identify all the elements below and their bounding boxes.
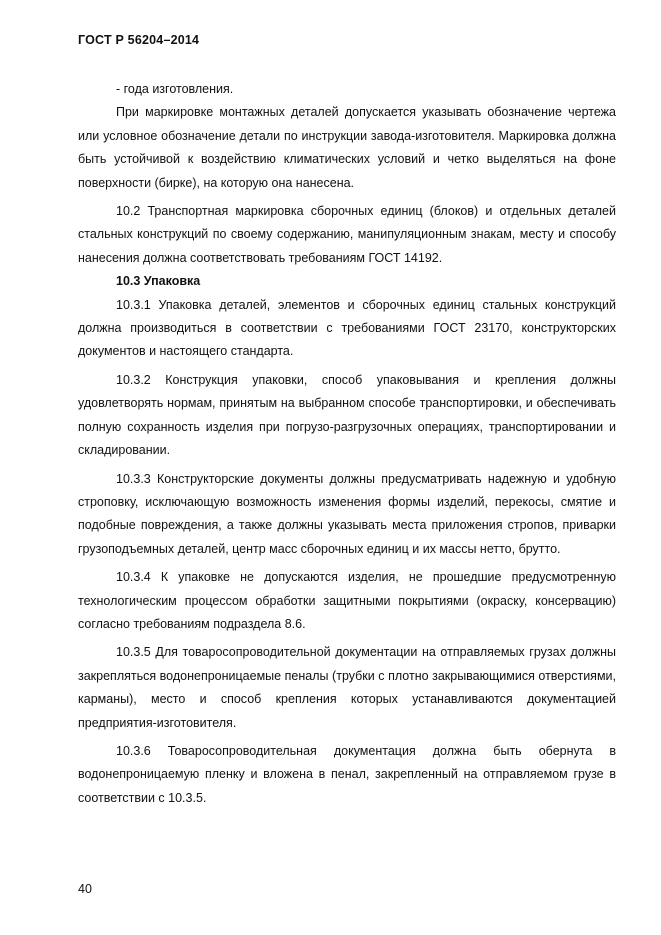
paragraph-10-3-2: 10.3.2 Конструкция упаковки, способ упаковывания и крепления должны удовлетворять нормам, принятым на выбранном способе транспортировки, и обеспечивать полную сохранность изделия при погрузо-разгрузочных операциях, транспортировании и складировании.: [78, 372, 616, 458]
section-title-10-3: 10.3 Упаковка: [116, 274, 201, 289]
document-code-header: ГОСТ Р 56204–2014: [78, 33, 200, 47]
paragraph-10-3-1: 10.3.1 Упаковка деталей, элементов и сборочных единиц стальных конструкций должна производиться в соответствии с требованиями ГОСТ 23170, конструкторских документов и настоящего стандарта.: [78, 297, 616, 359]
paragraph-10-3-3: 10.3.3 Конструкторские документы должны предусматривать надежную и удобную строповку, исключающую возможность изменения формы изделий, перекосы, смятие и подобные повреждения, а также должны указывать места приложения стропов, приварки грузоподъемных деталей, центр масс сборочных единиц и их массы нетто, брутто.: [78, 471, 616, 556]
paragraph-10-3-6: 10.3.6 Товаросопроводительная документация должна быть обернута в водонепроницаемую пленку и вложена в пенал, закрепленный на отправляемом грузе в соответствии с 10.3.5.: [78, 743, 616, 805]
paragraph-marking-details: При маркировке монтажных деталей допускается указывать обозначение чертежа или условное обозначение детали по инструкции завода-изготовителя. Маркировка должна быть устойчивой к воздействию климатических условий и четко выделяться на фоне поверхности (бирке), на которую она нанесена.: [78, 105, 616, 190]
paragraph-10-3-4: 10.3.4 К упаковке не допускаются изделия, не прошедшие предусмотренную технологическим процессом обработки защитными покрытиями (окраску, консервацию) согласно требованиям подраздела 8.6.: [78, 570, 616, 631]
document-body: [78, 78, 616, 810]
paragraph-10-3-5: 10.3.5 Для товаросопроводительной документации на отправляемых грузах должны закрепляться водонепроницаемые пеналы (трубки с плотно закрывающимися отверстиями, карманы), место и способ крепления которых устанавливаются документацией предприятия-изготовителя.: [78, 645, 616, 730]
paragraph-year: - года изготовления.: [116, 82, 234, 96]
paragraph-10-2: 10.2 Транспортная маркировка сборочных единиц (блоков) и отдельных деталей стальных конструкций по своему содержанию, манипуляционным знакам, месту и способу нанесения должна соответствовать требованиям ГОСТ 14192.: [78, 204, 616, 265]
page-number: 40: [78, 882, 92, 896]
